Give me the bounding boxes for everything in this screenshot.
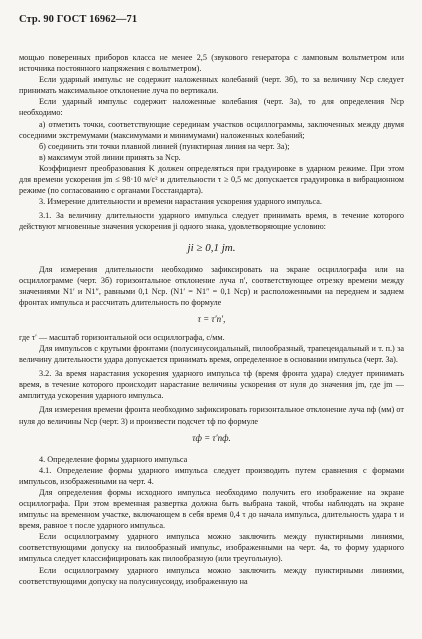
paragraph: мощью поверенных приборов класса не менее 2,5 (звукового генератора с ламповым вольтметром или источника постоянного напряжения с вольтметром). bbox=[19, 53, 404, 74]
paragraph: Для измерения длительности необходимо зафиксировать на экране осциллографа или на осциллограмме (черт. 3б) горизонтальное отклонение луча n′, соответствующее отрезку времени между значениями N1′ и N1″, равными 0,1 Nср. (N1′ = N1″ = 0,1 Nср) и расположенными на переднем и заднем фронтах импульса и рассчитать длительность по формуле bbox=[19, 264, 404, 307]
formula: τф = τ′nф. bbox=[192, 432, 231, 443]
paragraph: Если ударный импульс содержит наложенные колебания (черт. 3а), то для определения Nср необходимо: bbox=[19, 97, 404, 118]
paragraph: 4.1. Определение формы ударного импульса следует производить путем сравнения с формами импульсов, изображенными на черт. 4. bbox=[19, 465, 404, 486]
paragraph: Для определения формы исходного импульса необходимо получить его изображение на экране осциллографа. При этом временная развертка должна быть выбрана такой, чтобы наблюдать на экране импульс на временном участке, включающем в себя время 0,4 τ до начала импульса, длительность удара τ и время, равное τ после ударного импульса. bbox=[19, 487, 404, 531]
paragraph: Если ударный импульс не содержит наложенных колебаний (черт. 3б), то за величину Nср следует принимать максимальное отклонение луча по вертикали. bbox=[19, 75, 404, 96]
paragraph: Коэффициент преобразования K должен определяться при градуировке в ударном режиме. При этом для времени ускорения jm ≤ 98·10 м/с² и длительности τ ≥ 0,5 мс допускается градуировка в вибрационном режиме (по согласованию с органами Госстандарта). bbox=[19, 163, 404, 196]
section-heading: 3. Измерение длительности и времени нарастания ускорения ударного импульса. bbox=[39, 197, 322, 207]
list-item: а) отметить точки, соответствующие серединам участков осциллограммы, заключенных между двумя соседними экстремумами (максимумами и минимумами) наложенных колебаний; bbox=[19, 119, 404, 140]
paragraph: Если осциллограмму ударного импульса можно заключить между пунктирными линиями, соответствующими допуску на пилообразный импульс, изображенными на черт. 4а, то форму ударного импульса следует классифицировать как пилообразную (или треугольную). bbox=[19, 532, 404, 564]
paragraph: 3.1. За величину длительности ударного импульса следует принимать время, в течение которого действуют мгновенные значения ускорения ji одного знака, удовлетворяющие условию: bbox=[19, 211, 404, 232]
formula: τ = τ′n′, bbox=[197, 313, 226, 324]
list-item: в) максимум этой линии принять за Nср. bbox=[39, 152, 181, 162]
list-item: б) соединить эти точки плавной линией (пунктирная линия на черт. 3а); bbox=[39, 141, 290, 151]
paragraph: где τ′ — масштаб горизонтальной оси осциллографа, с/мм. bbox=[19, 332, 225, 342]
paragraph: 3.2. За время нарастания ускорения ударного импульса τф (время фронта удара) следует принимать время, в течение которого происходит нарастание величины ускорения от нуля до значения jm, где jm — амплитуда ускорения ударного импульса. bbox=[19, 369, 404, 401]
paragraph: Для измерения времени фронта необходимо зафиксировать горизонтальное отклонение луча nф (мм) от нуля до величины Nср (черт. 3) и произвести подсчет τф по формуле bbox=[19, 405, 404, 426]
page-header: Стр. 90 ГОСТ 16962—71 bbox=[19, 14, 138, 25]
paragraph: Если осциллограмму ударного импульса можно заключить между пунктирными линиями, соответствующими допуску на полусинусоиду, изображенную на bbox=[19, 565, 404, 586]
section-heading: 4. Определение формы ударного импульса bbox=[39, 454, 188, 464]
paragraph: Для импульсов с крутыми фронтами (полусинусоидальный, пилообразный, трапецеидальный и т. п.) за величину длительности удара допускается принимать время, определенное в основании импульса (черт. 3а). bbox=[19, 343, 404, 365]
formula: ji ≥ 0,1 jm. bbox=[187, 241, 236, 254]
